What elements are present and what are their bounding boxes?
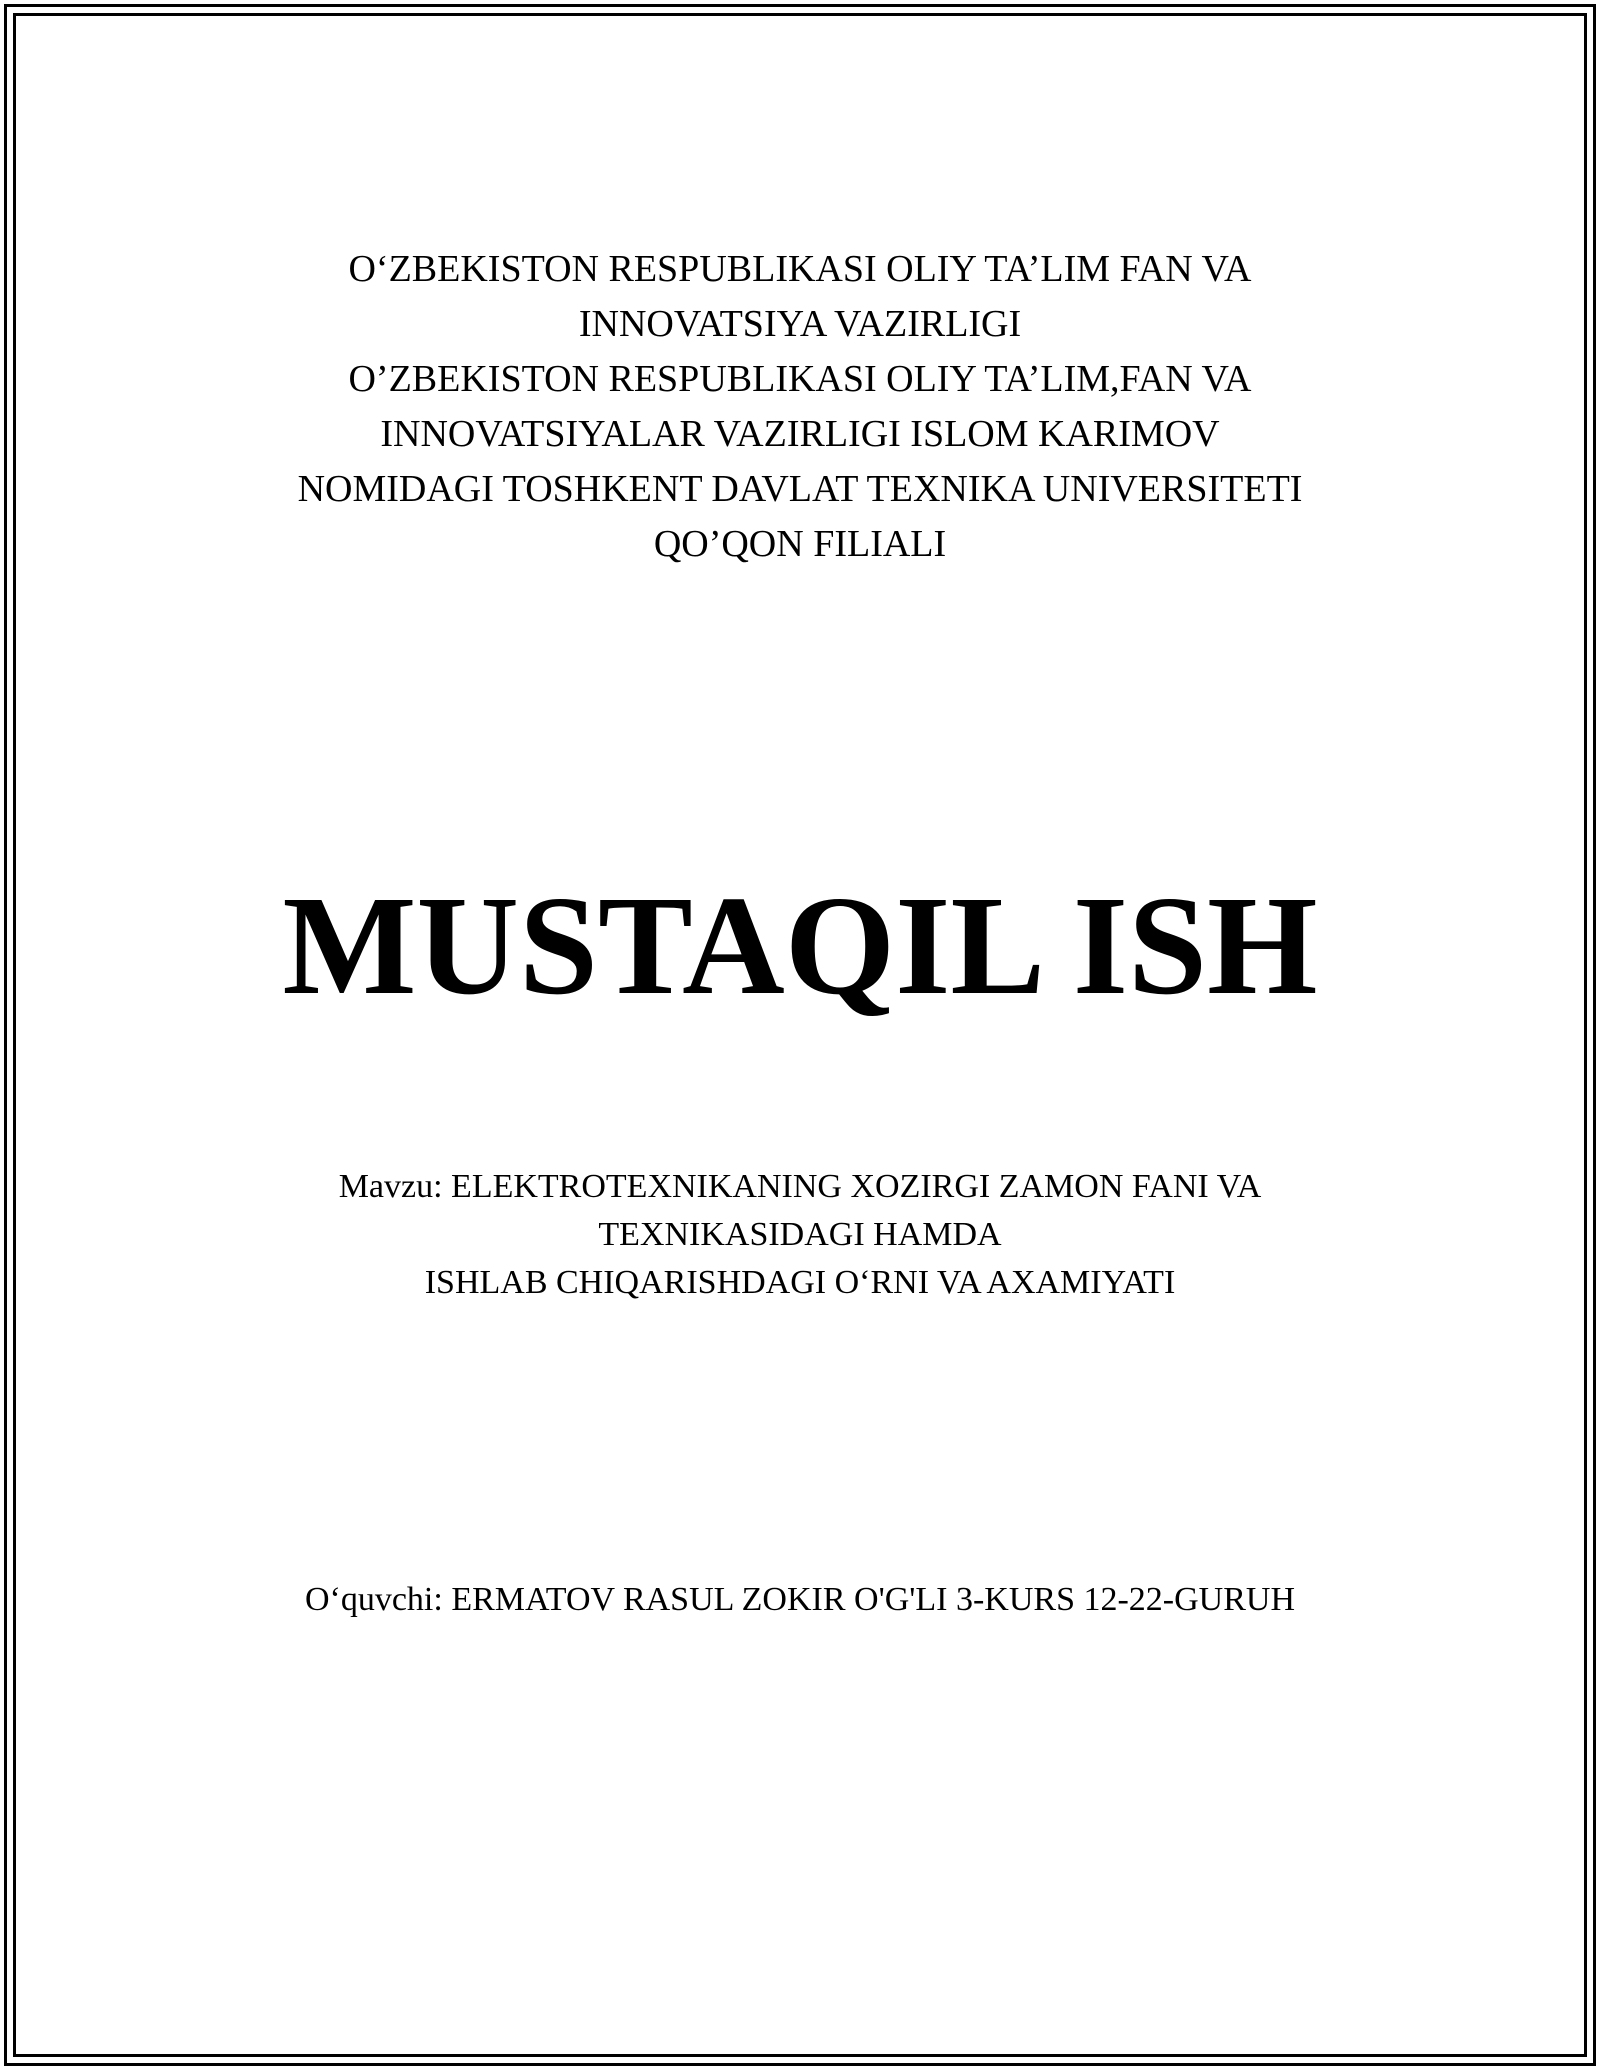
- institution-header: [0, 242, 1600, 572]
- header-line: O‘ZBEKISTON RESPUBLIKASI OLIY TA’LIM FAN VA: [348, 248, 1252, 290]
- header-line: QO’QON FILIALI: [653, 523, 947, 565]
- topic-line: TEXNIKASIDAGI HAMDA: [598, 1216, 1002, 1253]
- document-title: MUSTAQIL ISH: [282, 866, 1318, 1024]
- header-line: INNOVATSIYALAR VAZIRLIGI ISLOM KARIMOV: [380, 413, 1220, 455]
- topic-line: Mavzu: ELEKTROTEXNIKANING XOZIRGI ZAMON FANI VA: [338, 1168, 1262, 1205]
- topic-line: ISHLAB CHIQARISHDAGI O‘RNI VA AXAMIYATI: [424, 1264, 1176, 1301]
- header-line: NOMIDAGI TOSHKENT DAVLAT TEXNIKA UNIVERSITETI: [297, 468, 1303, 510]
- header-line: INNOVATSIYA VAZIRLIGI: [578, 303, 1022, 345]
- student-info: O‘quvchi: ERMATOV RASUL ZOKIR O'G'LI 3-KURS 12-22-GURUH: [304, 1581, 1296, 1618]
- header-line: O’ZBEKISTON RESPUBLIKASI OLIY TA’LIM,FAN VA: [348, 358, 1252, 400]
- topic-block: [0, 1163, 1600, 1307]
